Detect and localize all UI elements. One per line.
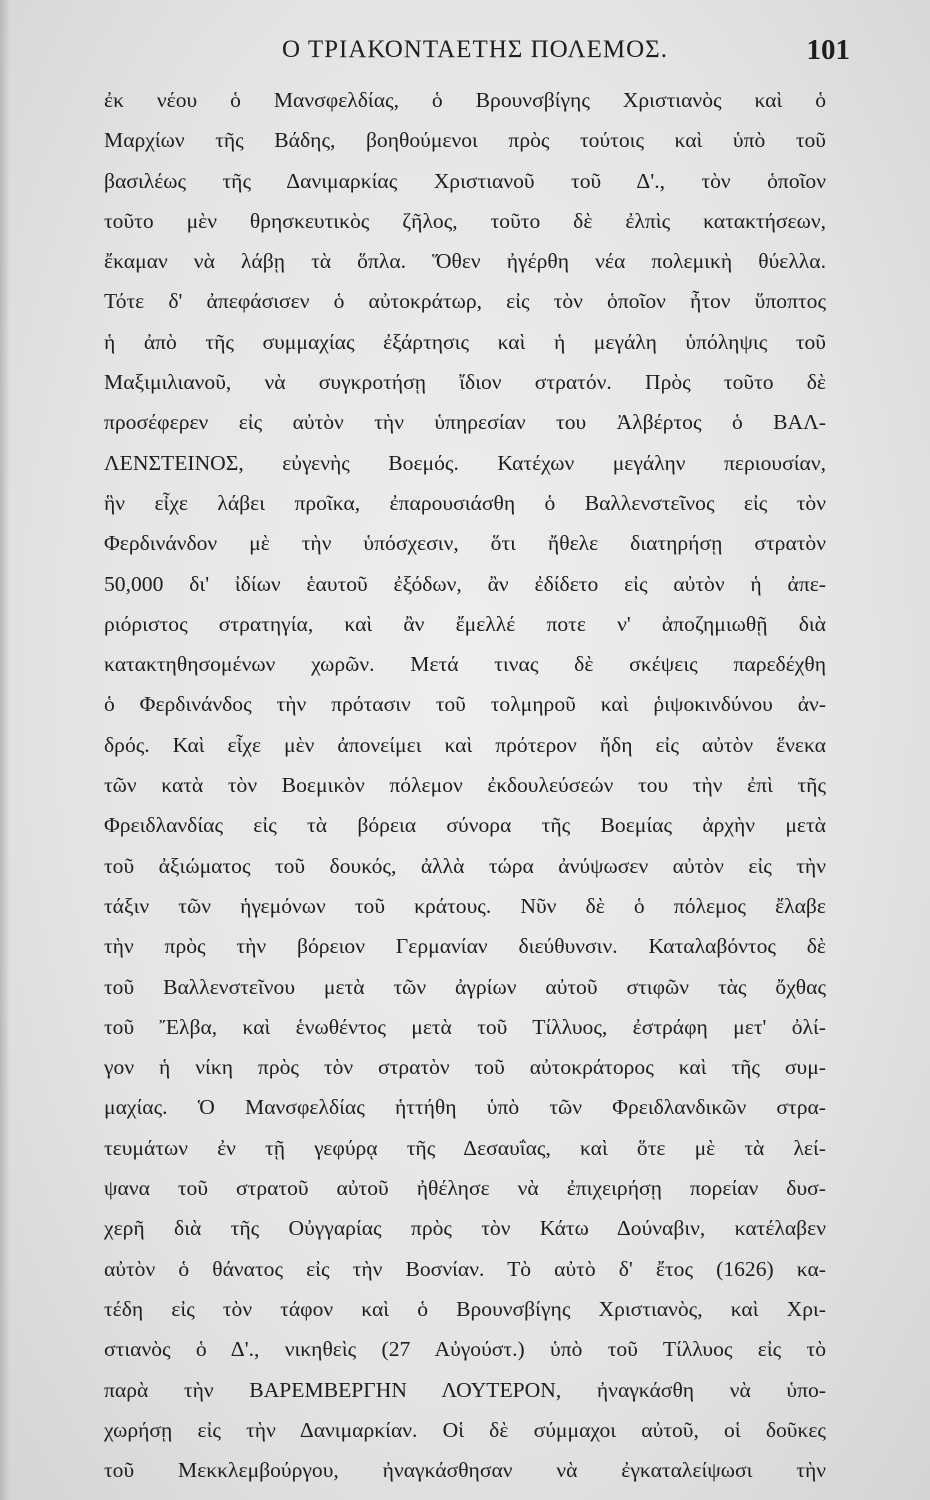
text-line: τοῦ Βαλλενστεῖνου μετὰ τῶν ἀγρίων αὐτοῦ στιφῶν τὰς ὄχθας	[104, 974, 826, 999]
text-line: Φερδινάνδον μὲ τὴν ὑπόσχεσιν, ὅτι ἤθελε διατηρήσῃ στρατὸν	[104, 531, 826, 556]
text-line: ἐκ νέου ὁ Μανσφελδίας, ὁ Βρουνσβίγης Χριστιανὸς καὶ ὁ	[104, 88, 826, 112]
text-line: ΛΕΝΣΤΕΙΝΟΣ, εὐγενὴς Βοεμός. Κατέχων μεγάλην περιουσίαν,	[104, 450, 826, 475]
text-line: τοῦ Ἔλβα, καὶ ἑνωθέντος μετὰ τοῦ Τίλλυος, ἐστράφη μετ' ὀλί-	[104, 1014, 826, 1039]
text-line: χερῆ διὰ τῆς Οὐγγαρίας πρὸς τὸν Κάτω Δούναβιν, κατέλαβεν	[104, 1216, 826, 1241]
text-line: γον ἡ νίκη πρὸς τὸν στρατὸν τοῦ αὐτοκράτορος καὶ τῆς συμ-	[104, 1055, 826, 1080]
text-line: ἔκαμαν νὰ λάβῃ τὰ ὅπλα. Ὅθεν ἠγέρθη νέα πολεμικὴ θύελλα.	[104, 249, 826, 274]
page-number: 101	[806, 34, 850, 66]
text-line: Μαρχίων τῆς Βάδης, βοηθούμενοι πρὸς τούτοις καὶ ὑπὸ τοῦ	[104, 128, 826, 153]
text-line: τάξιν τῶν ἡγεμόνων τοῦ κράτους. Νῦν δὲ ὁ πόλεμος ἔλαβε	[104, 893, 826, 918]
text-line: Φρειδλανδίας εἰς τὰ βόρεια σύνορα τῆς Βοεμίας ἀρχὴν μετὰ	[104, 813, 826, 838]
text-line: τῶν κατὰ τὸν Βοεμικὸν πόλεμον ἐκδουλεύσεών του τὴν ἐπὶ τῆς	[104, 773, 826, 798]
text-line: τευμάτων ἐν τῇ γεφύρᾳ τῆς Δεσαυΐας, καὶ ὅτε μὲ τὰ λεί-	[104, 1135, 826, 1160]
text-line: μαχίας. Ὁ Μανσφελδίας ἡττήθη ὑπὸ τῶν Φρειδλανδικῶν στρα-	[104, 1095, 826, 1120]
text-line: τὴν πρὸς τὴν βόρειον Γερμανίαν διεύθυνσιν. Καταλαβόντος δὲ	[104, 934, 826, 959]
text-line: βασιλέως τῆς Δανιμαρκίας Χριστιανοῦ τοῦ Δ'., τὸν ὁποῖον	[104, 168, 826, 193]
text-line: τοῦ Μεκκλεμβούργου, ἠναγκάσθησαν νὰ ἐγκαταλείψωσι τὴν	[104, 1458, 826, 1483]
text-line: δρός. Καὶ εἶχε μὲν ἀπονείμει καὶ πρότερον ἤδη εἰς αὐτὸν ἕνεκα	[104, 732, 826, 757]
text-line: τοῦ ἀξιώματος τοῦ δουκός, ἀλλὰ τώρα ἀνύψωσεν αὐτὸν εἰς τὴν	[104, 853, 826, 878]
text-line: 50,000 δι' ἰδίων ἑαυτοῦ ἐξόδων, ἂν ἐδίδετο εἰς αὐτὸν ἡ ἀπε-	[104, 571, 826, 596]
text-line: Τότε δ' ἀπεφάσισεν ὁ αὐτοκράτωρ, εἰς τὸν ὁποῖον ἦτον ὕποπτος	[104, 289, 826, 314]
text-line: στιανὸς ὁ Δ'., νικηθεὶς (27 Αὐγούστ.) ὑπὸ τοῦ Τίλλυος εἰς τὸ	[104, 1337, 826, 1362]
body-text	[104, 80, 826, 1490]
text-line: ριόριστος στρατηγία, καὶ ἂν ἔμελλέ ποτε ν' ἀποζημιωθῇ διὰ	[104, 611, 826, 636]
text-line: ἡ ἀπὸ τῆς συμμαχίας ἐξάρτησις καὶ ἡ μεγάλη ὑπόληψις τοῦ	[104, 329, 826, 354]
text-line: παρὰ τὴν ΒΑΡΕΜΒΕΡΓΗΝ ΛΟΥΤΕΡΟΝ, ἠναγκάσθη νὰ ὑπο-	[104, 1377, 826, 1402]
text-line: τέδη εἰς τὸν τάφον καὶ ὁ Βρουνσβίγης Χριστιανὸς, καὶ Χρι-	[104, 1296, 826, 1321]
page-header	[100, 34, 850, 74]
text-line: χωρήσῃ εἰς τὴν Δανιμαρκίαν. Οἱ δὲ σύμμαχοι αὐτοῦ, οἱ δοῦκες	[104, 1417, 826, 1442]
text-line: προσέφερεν εἰς αὐτὸν τὴν ὑπηρεσίαν του Ἀλβέρτος ὁ ΒΑΛ-	[104, 410, 826, 435]
text-line: κατακτηθησομένων χωρῶν. Μετά τινας δὲ σκέψεις παρεδέχθη	[104, 652, 826, 677]
text-line: ὁ Φερδινάνδος τὴν πρότασιν τοῦ τολμηροῦ καὶ ῥιψοκινδύνου ἀν-	[104, 692, 826, 717]
text-line: Μαξιμιλιανοῦ, νὰ συγκροτήσῃ ἴδιον στρατόν. Πρὸς τοῦτο δὲ	[104, 370, 826, 395]
running-head: Ο ΤΡΙΑΚΟΝΤΑΕΤΗΣ ΠΟΛΕΜΟΣ.	[282, 36, 668, 63]
text-line: ἣν εἶχε λάβει προῖκα, ἐπαρουσιάσθη ὁ Βαλλενστεῖνος εἰς τὸν	[104, 490, 826, 515]
text-line: τοῦτο μὲν θρησκευτικὸς ζῆλος, τοῦτο δὲ ἐλπὶς κατακτήσεων,	[104, 208, 826, 233]
text-line: ψανα τοῦ στρατοῦ αὐτοῦ ἠθέλησε νὰ ἐπιχειρήσῃ πορείαν δυσ-	[104, 1176, 826, 1201]
text-line: αὐτὸν ὁ θάνατος εἰς τὴν Βοσνίαν. Τὸ αὐτὸ δ' ἔτος (1626) κα-	[104, 1256, 826, 1281]
